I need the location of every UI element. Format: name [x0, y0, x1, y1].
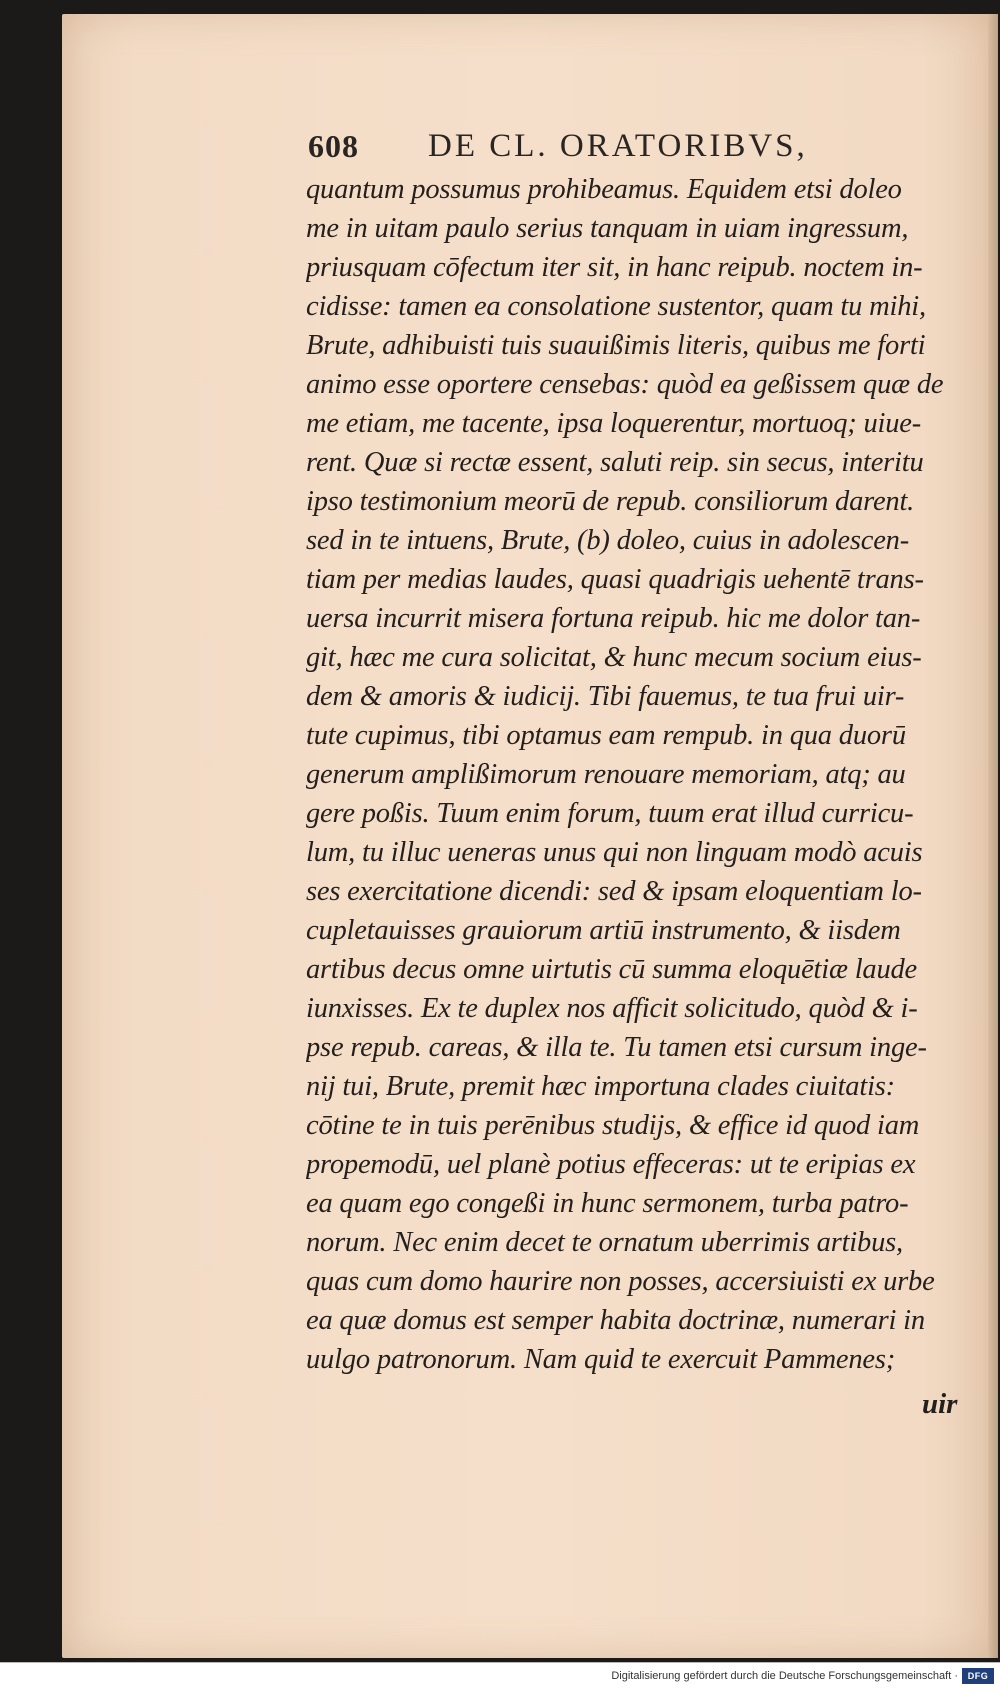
text-line: ses exercitatione dicendi: sed & ipsam eloquentiam lo- [306, 876, 922, 907]
text-line: pse repub. careas, & illa te. Tu tamen etsi cursum inge- [306, 1032, 927, 1063]
text-line: generum amplißimorum renouare memoriam, atq; au [306, 759, 906, 790]
text-line: gere poßis. Tuum enim forum, tuum erat illud curricu- [306, 798, 914, 829]
text-line: dem & amoris & iudicij. Tibi fauemus, te tua frui uir- [306, 681, 905, 712]
text-line: ea quam ego congeßi in hunc sermonem, turba patro- [306, 1188, 909, 1219]
text-line: ipso testimonium meorū de repub. consiliorum darent. [306, 486, 915, 517]
catchword: uir [922, 1388, 958, 1420]
text-line: tiam per medias laudes, quasi quadrigis uehentē trans- [306, 564, 924, 595]
text-line: git, hæc me cura solicitat, & hunc mecum socium eius- [306, 642, 922, 673]
text-line: cupletauisses grauiorum artiū instrumento, & iisdem [306, 915, 901, 946]
text-line: quantum possumus prohibeamus. Equidem etsi doleo [306, 174, 902, 205]
text-line: rent. Quæ si rectæ essent, saluti reip. sin secus, interitu [306, 447, 924, 478]
text-line: lum, tu illuc ueneras unus qui non linguam modò acuis [306, 837, 923, 868]
text-line: tute cupimus, tibi optamus eam rempub. in qua duorū [306, 720, 906, 751]
text-line: iunxisses. Ex te duplex nos afficit solicitudo, quòd & i- [306, 993, 918, 1024]
text-line: priusquam cōfectum iter sit, in hanc reipub. noctem in- [306, 252, 923, 283]
text-line: quas cum domo haurire non posses, accersiuisti ex urbe [306, 1266, 935, 1297]
text-line: propemodū, uel planè potius effeceras: ut te eripias ex [306, 1149, 916, 1180]
text-line: Brute, adhibuisti tuis suauißimis literis, quibus me forti [306, 330, 926, 361]
text-line: ea quæ domus est semper habita doctrinæ, numerari in [306, 1305, 925, 1336]
page-edge [988, 14, 998, 1658]
footer-bar [0, 1662, 1000, 1693]
text-line: sed in te intuens, Brute, (b) doleo, cuius in adolescen- [306, 525, 909, 556]
page-header [308, 128, 948, 172]
body-text [306, 170, 966, 1379]
funding-credit: Digitalisierung gefördert durch die Deutsche Forschungsgemeinschaft · [611, 1670, 958, 1682]
text-line: cidisse: tamen ea consolatione sustentor, quam tu mihi, [306, 291, 926, 322]
text-line: artibus decus omne uirtutis cū summa eloquētiæ laude [306, 954, 918, 985]
running-title: DE CL. ORATORIBVS, [428, 128, 808, 164]
text-line: me etiam, me tacente, ipsa loquerentur, mortuoq; uiue- [306, 408, 922, 439]
text-line: cōtine te in tuis perēnibus studijs, & effice id quod iam [306, 1110, 920, 1141]
text-line: uulgo patronorum. Nam quid te exercuit Pammenes; [306, 1344, 896, 1375]
text-line: nij tui, Brute, premit hæc importuna clades ciuitatis: [306, 1071, 895, 1102]
text-line: norum. Nec enim decet te ornatum uberrimis artibus, [306, 1227, 903, 1258]
dfg-logo-icon: DFG [962, 1668, 994, 1684]
text-line: me in uitam paulo serius tanquam in uiam ingressum, [306, 213, 909, 244]
page-number: 608 [308, 128, 359, 164]
text-line: uersa incurrit misera fortuna reipub. hic me dolor tan- [306, 603, 921, 634]
text-line: animo esse oportere censebas: quòd ea geßissem quæ de [306, 369, 944, 400]
